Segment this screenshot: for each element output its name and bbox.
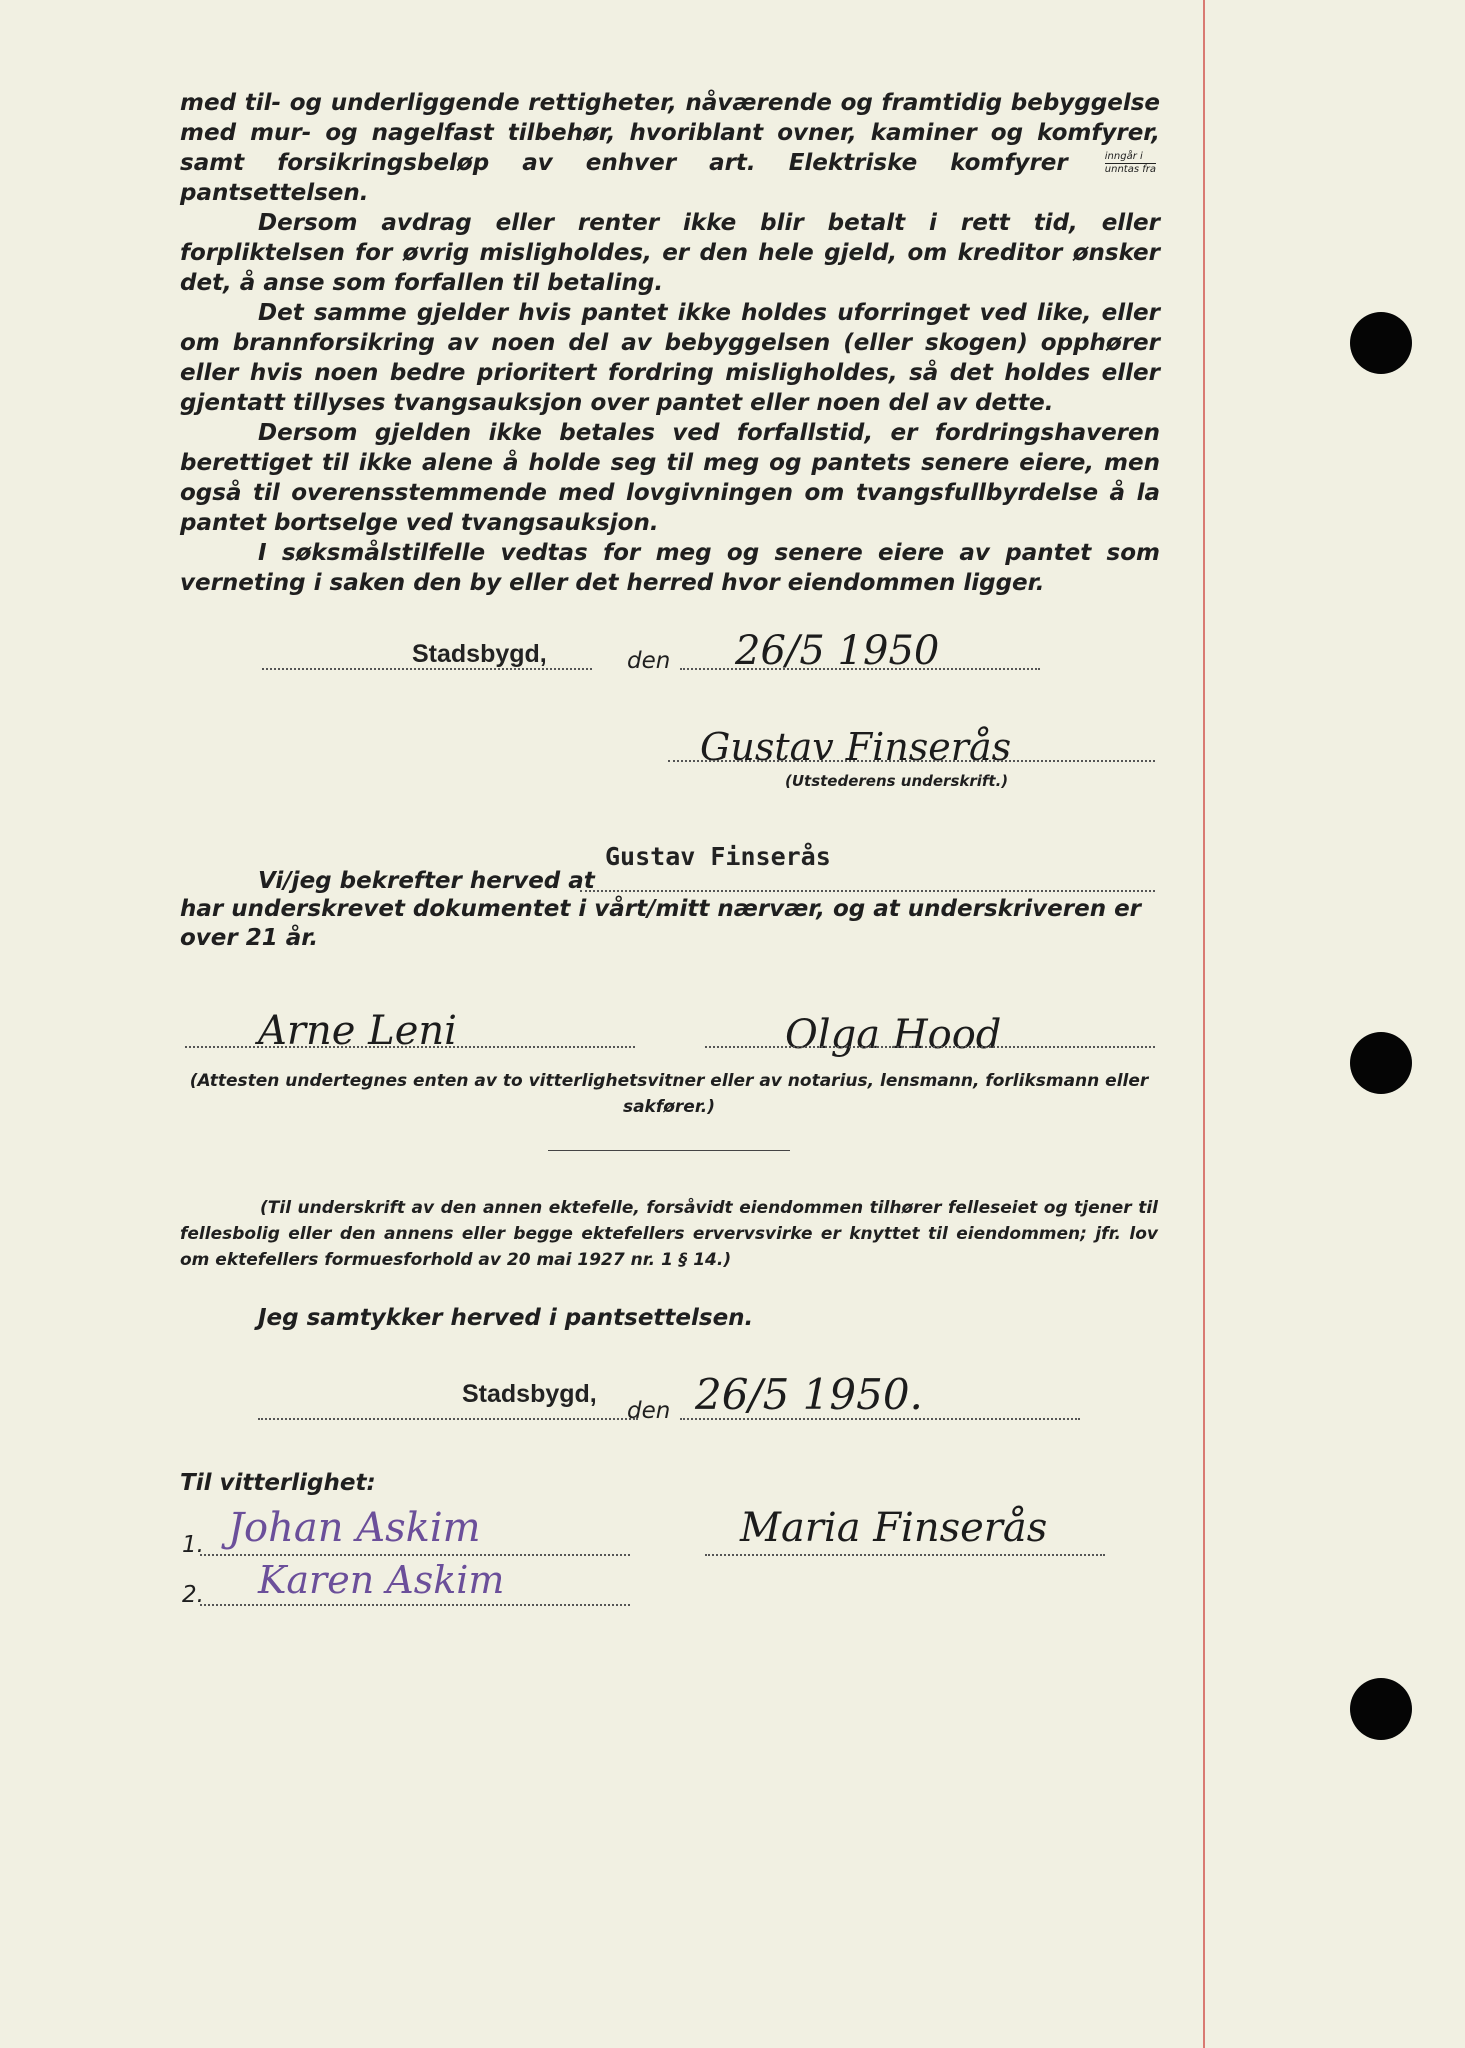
dotted-line	[200, 1554, 630, 1556]
attestation-text: har underskrevet dokumentet i vårt/mitt nærvær, og at underskriveren er	[180, 896, 1142, 922]
paragraph: Dersom avdrag eller renter ikke blir betalt i rett tid, eller forpliktelsen for øvrig misligholdes, er den hele gjeld, om kreditor ønsker det, å anse som forfallen til betaling.	[180, 210, 1160, 296]
attestation-note: (Attesten undertegnes enten av to vitterlighetsvitner eller av notarius, lensmann, forliksmann eller sakfører.)	[189, 1071, 1149, 1117]
witness-heading: Til vitterlighet:	[180, 1470, 376, 1496]
witness-signature: Karen Askim	[258, 1558, 505, 1602]
dotted-line	[705, 1046, 1155, 1048]
fraction-top: inngår i	[1105, 151, 1156, 164]
paragraph-text: med til- og underliggende rettigheter, nåværende og framtidig bebyggelse med mur- og nagelfast tilbehør, hvoriblant ovner, kaminer og komfyrer, samt forsikringsbeløp av enhver art. Elektriske komfyrer	[180, 90, 1160, 176]
signature-caption: (Utstederens underskrift.)	[785, 772, 1009, 790]
place-name: Stadsbygd,	[412, 640, 547, 668]
dotted-line	[705, 1554, 1105, 1556]
spouse-signature: Maria Finserås	[740, 1505, 1048, 1551]
issuer-signature: Gustav Finserås	[700, 725, 1012, 769]
fraction-choice	[1105, 151, 1156, 176]
witness-signature: Arne Leni	[258, 1008, 457, 1054]
punch-hole	[1350, 1678, 1412, 1740]
den-label: den	[627, 1398, 671, 1424]
handwritten-date: 26/5 1950	[735, 628, 940, 674]
witness-signature: Johan Askim	[228, 1505, 481, 1551]
dotted-line	[258, 1418, 638, 1420]
paragraph: I søksmålstilfelle vedtas for meg og senere eiere av pantet som verneting i saken den by eller det herred hvor eiendommen ligger.	[180, 540, 1160, 596]
dotted-line	[668, 760, 1155, 762]
witness-signature: Olga Hood	[785, 1012, 1002, 1058]
red-margin-line	[1203, 0, 1205, 2048]
attestation-text: over 21 år.	[180, 925, 319, 951]
paragraph	[180, 88, 1160, 208]
punch-hole	[1350, 1032, 1412, 1094]
witness-number: 1.	[182, 1532, 204, 1558]
dotted-line	[200, 1604, 630, 1606]
body-text	[180, 88, 1160, 598]
paragraph: Det samme gjelder hvis pantet ikke holdes uforringet ved like, eller om brannforsikring av noen del av bebyggelsen (eller skogen) opphører eller hvis noen bedre prioritert fordring misligholdes, så det holdes eller gjentatt tillyses tvangsauksjon over pantet eller noen del av dette.	[180, 300, 1160, 416]
den-label: den	[627, 648, 671, 674]
paragraph: Dersom gjelden ikke betales ved forfallstid, er fordringshaveren berettiget til ikke alene å holde seg til meg og pantets senere eiere, men også til overensstemmende med lovgivningen om tvangsfullbyrdelse å la pantet bortselge ved tvangsauksjon.	[180, 420, 1160, 536]
punch-hole	[1350, 312, 1412, 374]
attestation-prefix: Vi/jeg bekrefter herved at	[258, 868, 595, 894]
dotted-line	[185, 1046, 635, 1048]
spouse-note: (Til underskrift av den annen ektefelle, forsåvidt eiendommen tilhører felleseiet og tjener til fellesbolig eller den annens eller begge ektefellers ervervsvirke er knyttet til eiendommen; jfr. lov om ektefellers formuesforhold av 20 mai 1927 nr. 1 § 14.)	[180, 1198, 1158, 1270]
consent-text: Jeg samtykker herved i pantsettelsen.	[258, 1305, 754, 1331]
dotted-line	[580, 890, 1155, 892]
fraction-bottom: unntas fra	[1104, 164, 1156, 175]
attested-name: Gustav Finserås	[605, 842, 831, 871]
paragraph-text: pantsettelsen.	[180, 180, 369, 206]
witness-number: 2.	[182, 1582, 204, 1608]
place-name: Stadsbygd,	[462, 1380, 597, 1408]
handwritten-date: 26/5 1950.	[695, 1370, 923, 1419]
divider	[548, 1150, 790, 1151]
